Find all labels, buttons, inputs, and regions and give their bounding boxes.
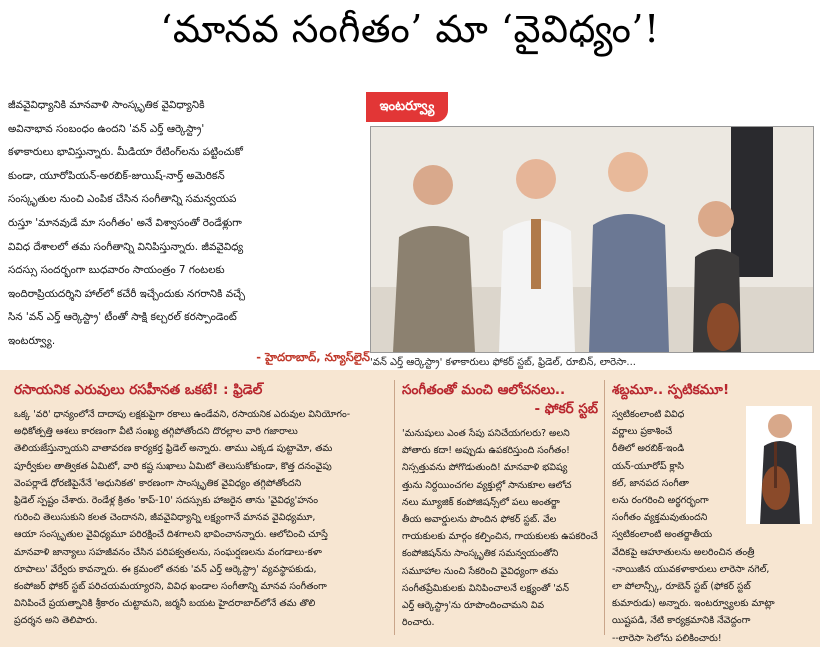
body-line: తెలియజేస్తున్నాయని వాతావరణ కార్యకర్త ఫ్రిడెల్ అన్నారు. తాము ఎక్కడ పుట్టామో, తమ — [14, 443, 333, 455]
section-heading: రసాయనిక ఎరువులు రసహీనత ఒకటే! : ఫ్రిడెల్ — [14, 382, 263, 398]
body-line: లా పోలాన్స్కీ, రూబెన్ స్టబ్ (ఫోకర్ స్టబ్ — [612, 581, 751, 593]
body-line: ప్రదర్శన అని తెలిపారు. — [14, 615, 98, 627]
body-line: స్వటికంలాంటి వివిధ — [612, 409, 685, 420]
body-line: అధికోత్పత్తి ఆశలు కారణంగా వీటి సంఖ్య తగ్గిపోతోందని దొరల్లాల వారి గజారాలు — [14, 426, 298, 438]
body-line: 'మనుషులు ఎంత సేపు పనిచేయగలరు? అలని — [402, 428, 570, 439]
body-line: నిస్సత్తువను పోగొడుతుంది! మానవాళి భవిష్య — [402, 462, 568, 474]
body-line: తీయ అవార్డులను పొందిన ఫోకర్ స్టబ్. వేల — [402, 514, 557, 526]
body-line: కల్, జానపద సంగీతా — [612, 477, 689, 489]
body-line: పోతారు కదా! అప్పుడు ఉపకరిస్తుంది సంగీతం! — [402, 445, 570, 457]
section-byline: - ఫోకర్ స్టబ్ — [534, 401, 598, 417]
body-line: సంగీతప్రేమికులకు వినిపించాలనే లక్ష్యంతో 'వన్ — [402, 582, 569, 594]
intro-line: కుండా, యూరోపియన్-అరబిక్-జుయిష్-నార్త్ అమెరికన్ — [8, 169, 225, 182]
headline: ‘మానవ సంగీతం’ మా ‘వైవిధ్యం’! — [160, 7, 660, 51]
intro-line: రుస్తూ 'మానవుడే మా సంగీతం' అనే విశ్వాసంతో రెండేళ్లుగా — [8, 216, 242, 229]
body-line: స్వటికంలాంటి అంతర్జాతీయ — [612, 529, 713, 541]
body-line: పూర్వీకుల తాత్వికత ఏమిటో, వారి కష్ట సుఖాలు ఏమిటో తెలుసుకోకుండా, కొత్త దనంవైపు — [14, 460, 332, 472]
body-line: లను రంగరించి అర్థగర్భంగా — [612, 495, 709, 507]
section-heading: శబ్దమూ.. స్పటికమూ! — [612, 382, 730, 398]
section-heading: సంగీతంతో మంచి ఆలోచనలు.. — [402, 382, 566, 398]
body-line: ఒక్క 'వరి' ధాన్యంలోనే దాదాపు లక్షకుపైగా రకాలు ఉండేవని, రసాయనిక ఎరువుల వినియోగం- — [14, 409, 351, 420]
body-line: కుమారుడు) అన్నారు. ఇంటర్వ్యూలకు మాట్లా — [612, 598, 775, 610]
intro-line: కళాకారులు భావిస్తున్నారు. మీడియా రేటింగ్‌లను పట్టించుకో — [8, 146, 243, 159]
dateline: - హైదరాబాద్, న్యూస్‌లైన్ — [256, 350, 370, 364]
intro-line: వివిధ దేశాలలో తమ సంగీతాన్ని వినిపిస్తున్నారు. జీవవైవిధ్య — [8, 240, 244, 253]
column-divider — [604, 380, 605, 635]
body-line: ఎర్త్ ఆర్కెస్ట్రా'ను రూపొందించామని వివ — [402, 600, 545, 612]
section-body — [14, 406, 388, 630]
body-line: త్తును నిర్దయించగల వ్యక్తుల్లో సానుకూల ఆలోచ — [402, 479, 572, 491]
body-line: సమూహాల నుంచి సేకరించి వైవిధ్యంగా తమ — [402, 565, 559, 577]
column-divider — [394, 380, 395, 635]
body-line: సంగీతం వ్యక్తమవుతుందని — [612, 512, 708, 524]
photo-caption: 'వన్ ఎర్త్ ఆర్కెస్ట్రా' కళాకారులు ఫోకర్ స్టబ్, ఫ్రిడెల్, రూబిన్, లారెసా... — [370, 357, 636, 368]
group-photo-illustration — [371, 127, 813, 352]
body-line: యిష్టపడి, నేటి కార్యక్రమానికి నేవెద్దంగా — [612, 615, 751, 627]
body-line: కంపోజర్ ఫోకర్ స్టబ్ పరిచయమయ్యారని, వివిధ ఖండాల సంగీతాన్ని మానవ సంగీతంగా — [14, 581, 327, 593]
body-line: గాయకులకు మార్గం కల్పించిన, గాయకులకు ఉపకరించే — [402, 531, 598, 543]
intro-line: జీవవైవిధ్యానికి మానవాళి సాంస్కృతిక వైవిధ్యానికి — [8, 99, 205, 111]
body-line: గురించి తెలుసుకుని కలత చెందానని, జీవవైవిధ్యాన్ని లక్ష్యంగానే మానవ వైవిధ్యమూ, — [14, 512, 316, 524]
section-body — [402, 425, 598, 631]
body-line: మానవాళి జాన్యాలు సహజీవనం చేసిన పరిపక్వతలను, సంఘర్షణలను వంగడాలు-కళా — [14, 546, 322, 558]
body-line: రూపాలు' వేర్వేరు కావన్నారు. ఈ క్రమంలో తనకు 'వన్ ఎర్త్ ఆర్కెస్ట్రా' వ్యవస్థాపకుడు, — [14, 563, 317, 575]
intro-line: ఇంటర్వ్యూ. — [8, 334, 56, 347]
body-line: వెంపర్లాడే ధోరణిపైనేనే 'అధునికత' కారణంగా సాంస్కృతిక వైవిధ్యం తగ్గిపోతోందని — [14, 477, 302, 489]
intro-line: అవినాభావ సంబంధం ఉందని 'వన్ ఎర్త్ ఆర్కెస్ట్రా' — [8, 122, 205, 135]
body-line: యన్-యూరోప్ క్లాసి — [612, 460, 684, 472]
cellist-photo — [746, 406, 812, 524]
body-line: రించారు. — [402, 617, 435, 629]
body-line: ఫ్రిడెల్ స్పష్టం చేశారు. రెండేళ్ల క్రితం 'కాప్-10' సదస్సుకు హాజరైన తాను 'వైవిధ్య'హనం — [14, 495, 318, 507]
interview-tag: ఇంటర్వ్యూ — [366, 92, 448, 122]
body-line: ఆయా సంస్కృతుల వైవిధ్యమూ పరిరక్షించే దిశగాలని భావించానన్నారు. ఆలోచించి చూస్తే — [14, 529, 328, 541]
body-line: రీతిలో అరబిక్-ఇండి — [612, 443, 685, 455]
body-line: వేదికపై ఆహూతులను అలరించిన తంత్రీ — [612, 546, 755, 558]
intro-line: సిన 'వన్ ఎర్త్ ఆర్కెస్ట్రా' టీంతో సాక్షి కల్చరల్ కరస్పాండెంట్ — [8, 311, 237, 324]
group-photo — [370, 126, 814, 353]
body-line: --లారెసా సెలోను పలికించారు! — [612, 632, 722, 644]
body-line: నలు మ్యూజిక్ కంపోజిషన్స్‌లో పలు అంతర్జా — [402, 496, 560, 508]
section-crystal — [612, 382, 812, 647]
intro-line: సదస్సు సందర్భంగా బుధవారం సాయంత్రం 7 గంటలకు — [8, 264, 225, 277]
section-fridel — [14, 382, 388, 630]
body-line: వర్ణాలు ప్రకాశించే — [612, 426, 673, 438]
section-focker-stubb — [402, 382, 598, 631]
intro-line: ఇందిరాప్రియదర్శిని హాల్‌లో కచేరీ ఇచ్చేందుకు నగరానికి వచ్చే — [8, 287, 246, 300]
body-line: -నాయిజీన యువకళాకారులు లారెసా నగెల్, — [612, 563, 770, 575]
intro-line: సంస్కృతుల నుంచి ఎంపిక చేసిన సంగీతాన్ని సమన్వయప — [8, 193, 237, 206]
body-line: కంపోజిషన్‌ను సాంస్కృతిక సమన్వయంతోని — [402, 548, 559, 560]
intro-paragraph — [8, 94, 362, 354]
body-line: వినిపించే ప్రయత్నానికి శ్రీకారం చుట్టామని, జర్మనీ బయట హైదరాబాద్‌లోనే తమ తొలి — [14, 598, 316, 610]
